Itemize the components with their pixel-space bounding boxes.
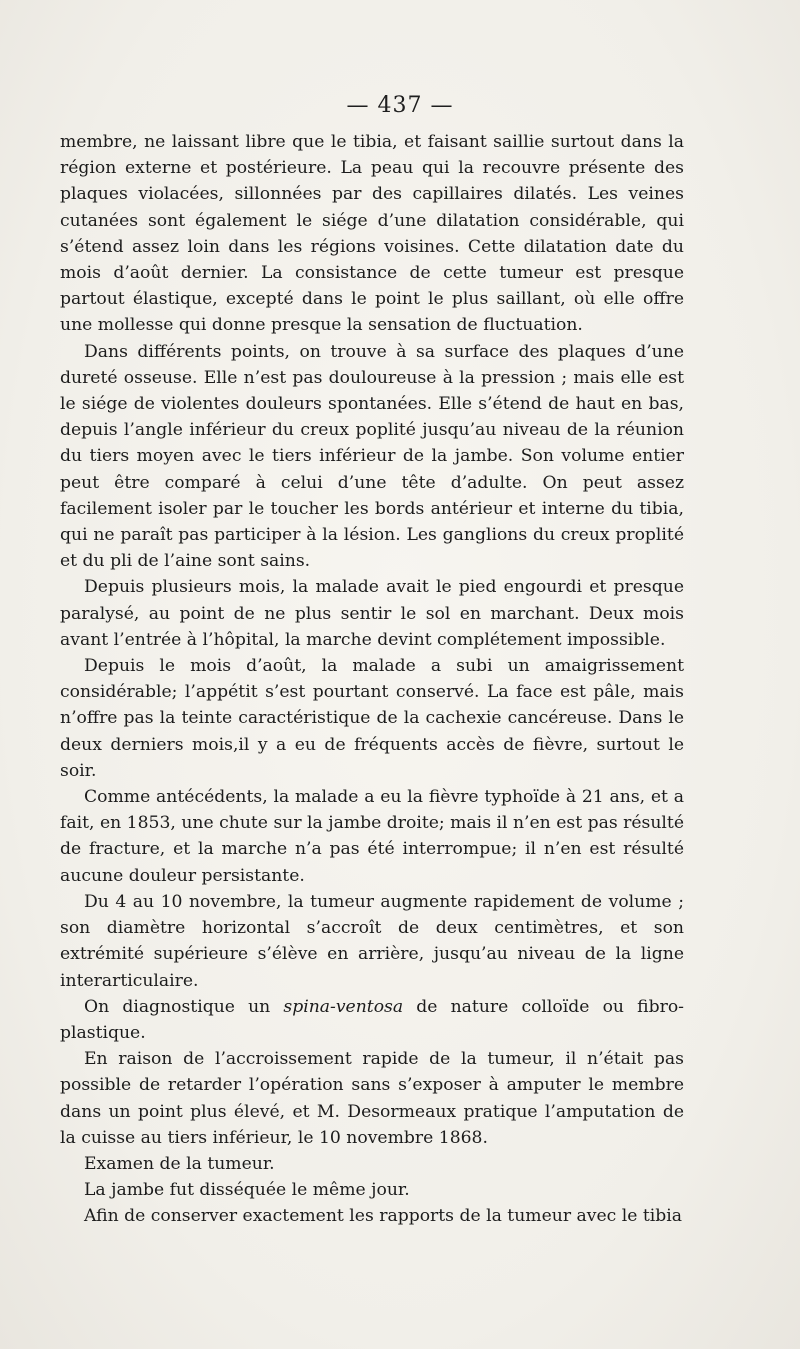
page-number: — 437 — [346, 93, 454, 118]
paragraph-examination-heading: Examen de la tumeur. [84, 1153, 275, 1174]
paragraph-antecedents: Comme antécédents, la malade a eu la fièvre typhoïde à 21 ans, et a fait, en 1853, une chute sur la jambe droite; mais il n’en est pas résulté de fracture, et la marche n’a pas été interrompue; il n’en est résulté aucune douleur persistante. [60, 787, 684, 886]
paragraph-diagnosis [60, 994, 684, 1046]
paragraph-dissection: La jambe fut disséquée le même jour. [84, 1180, 410, 1201]
paragraph-emaciation: Depuis le mois d’août, la malade a subi un amaigrissement considérable; l’appétit s’est pourtant conservé. La face est pâle, mais n’offre pas la teinte caractéristique de la cachexie cancéreuse. Dans le deux derniers mois,il y a eu de fréquents accès de fièvre, surtout le soir. [60, 656, 684, 781]
diagnosis-term: spina-ventosa [283, 996, 404, 1017]
paragraph-tumor-growth: Du 4 au 10 novembre, la tumeur augmente rapidement de volume ; son diamètre horizontal s’accroît de deux centimètres, et son extrémité supérieure s’élève en arrière, jusqu’au niveau de la ligne interarticulaire. [60, 891, 684, 991]
paragraph-numb-foot: Depuis plusieurs mois, la malade avait le pied engourdi et presque paralysé, au point de ne plus sentir le sol en marchant. Deux mois avant l’entrée à l’hôpital, la marche devint complétement impossible. [60, 577, 684, 650]
diagnosis-text-after: de nature colloïde ou fibro-plastique. [60, 996, 684, 1043]
paragraph-continuation: membre, ne laissant libre que le tibia, et faisant saillie surtout dans la région externe et postérieure. La peau qui la recouvre présente des plaques violacées, sillonnées par des capillaires dilatés. Les veines cutanées sont également le siége d’une dilatation considérable, qui s’étend assez loin dans les régions voisines. Cette dilatation date du mois d’août dernier. La consistance de cette tumeur est presque partout élastique, excepté dans le point le plus saillant, où elle offre une mollesse qui donne presque la sensation de fluctuation. [60, 132, 684, 336]
paragraph-final-line: Afin de conserver exactement les rapports de la tumeur avec le tibia [84, 1206, 682, 1227]
paragraph-amputation: En raison de l’accroissement rapide de la tumeur, il n’était pas possible de retarder l’opération sans s’exposer à amputer le membre dans un point plus élevé, et M. Desormeaux pratique l’amputation de la cuisse au tiers inférieur, le 10 novembre 1868. [60, 1049, 684, 1148]
diagnosis-text-before: On diagnostique un [84, 996, 284, 1017]
paragraph-osseous-plaques: Dans différents points, on trouve à sa surface des plaques d’une dureté osseuse. Elle n’est pas douloureuse à la pression ; mais elle est le siége de violentes douleurs spontanées. Elle s’étend de haut en bas, depuis l’angle inférieur du creux poplité jusqu’au niveau de la réunion du tiers moyen avec le tiers inférieur de la jambe. Son volume entier peut être comparé à celui d’une tête d’adulte. On peut assez facilement isoler par le toucher les bords antérieur et interne du tibia, qui ne paraît pas participer à la lésion. Les ganglions du creux proplité et du pli de l’aine sont sains. [60, 341, 684, 572]
body-text [60, 129, 684, 1230]
